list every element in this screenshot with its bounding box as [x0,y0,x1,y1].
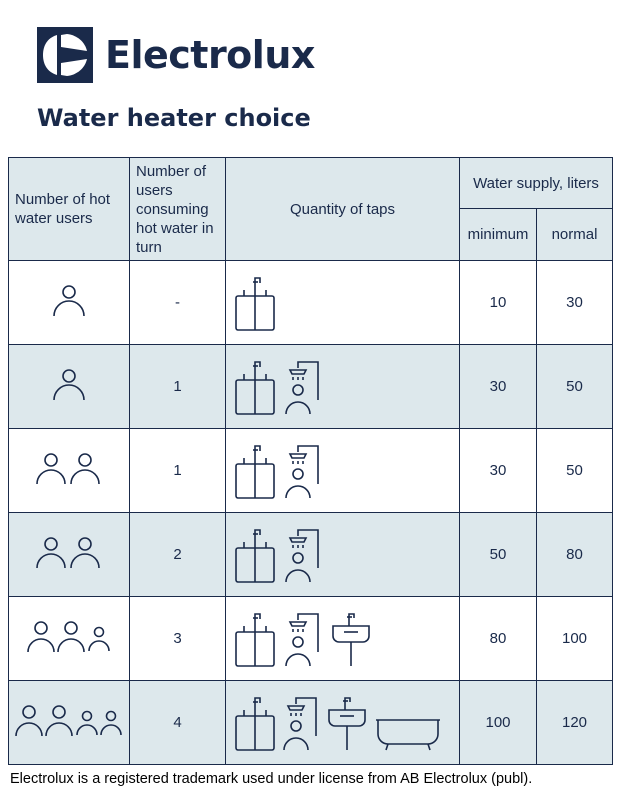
bathtub-icon [374,694,442,752]
shower-icon [284,526,322,584]
minimum-cell: 100 [460,681,537,765]
shower-icon [282,694,320,752]
two-persons-icon [34,451,104,487]
normal-cell: 50 [537,429,613,513]
normal-cell: 80 [537,513,613,597]
header-taps: Quantity of taps [226,158,460,261]
sink-icon [234,694,276,752]
minimum-cell: 30 [460,429,537,513]
taps-cell [226,681,460,765]
two-adults-two-children-icon [13,703,125,739]
in-turn-cell: 4 [130,681,226,765]
table-row [9,597,613,681]
electrolux-logo-icon [37,27,93,83]
header-normal: normal [537,209,613,261]
taps-cell [226,513,460,597]
shower-icon [284,358,322,416]
sink-icon [234,274,276,332]
users-cell [9,681,130,765]
taps-cell [226,345,460,429]
brand-name: Electrolux [105,33,315,77]
minimum-cell: 30 [460,345,537,429]
normal-cell: 50 [537,345,613,429]
header-users: Number of hot water users [9,158,130,261]
page-title: Water heater choice [37,104,311,132]
sink-icon [234,526,276,584]
sink-icon [234,358,276,416]
person-icon [49,281,89,321]
in-turn-cell: 1 [130,345,226,429]
taps-cell [226,429,460,513]
table-row [9,261,613,345]
users-cell [9,597,130,681]
table-row [9,345,613,429]
users-cell [9,513,130,597]
normal-cell: 100 [537,597,613,681]
users-cell [9,345,130,429]
header-supply: Water supply, liters [460,158,613,209]
header-minimum: minimum [460,209,537,261]
table-row [9,681,613,765]
minimum-cell: 80 [460,597,537,681]
sink-icon [234,442,276,500]
taps-cell [226,597,460,681]
water-heater-table [8,157,613,765]
taps-cell [226,261,460,345]
users-cell [9,429,130,513]
washbasin-icon [326,694,368,752]
in-turn-cell: 1 [130,429,226,513]
table-row [9,429,613,513]
washbasin-icon [330,610,372,668]
sink-icon [234,610,276,668]
trademark-footer: Electrolux is a registered trademark used under license from AB Electrolux (publ). [10,771,533,787]
two-persons-icon [34,535,104,571]
two-adults-one-child-icon [25,619,113,655]
brand-logo [37,27,315,83]
shower-icon [284,610,322,668]
person-icon [49,365,89,405]
minimum-cell: 10 [460,261,537,345]
in-turn-cell: 3 [130,597,226,681]
normal-cell: 30 [537,261,613,345]
table-row [9,513,613,597]
users-cell [9,261,130,345]
in-turn-cell: - [130,261,226,345]
in-turn-cell: 2 [130,513,226,597]
minimum-cell: 50 [460,513,537,597]
shower-icon [284,442,322,500]
normal-cell: 120 [537,681,613,765]
header-in-turn: Number of users consuming hot water in turn [130,158,226,261]
